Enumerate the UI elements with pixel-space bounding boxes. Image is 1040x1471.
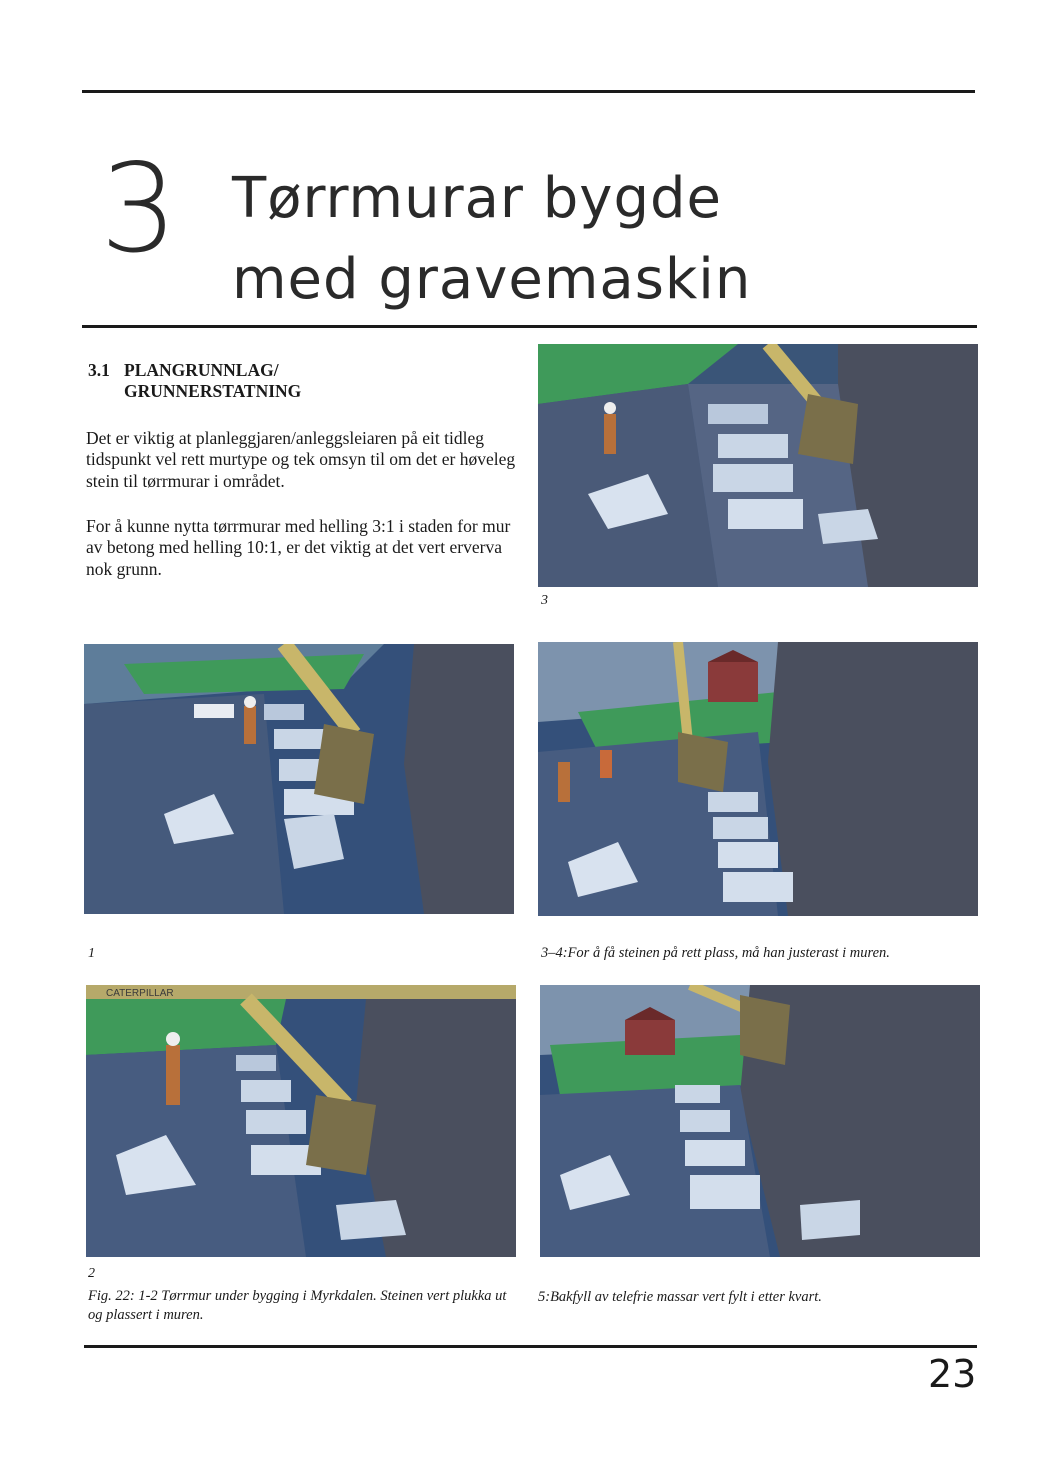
chapter-rule (82, 325, 977, 328)
photo-3-image (538, 344, 978, 587)
caption-fig-5: 5:Bakfyll av telefrie massar vert fylt i etter kvart. (538, 1289, 822, 1305)
page-number: 23 (928, 1352, 977, 1396)
caption-fig-22: Fig. 22: 1-2 Tørrmur under bygging i Myrkdalen. Steinen vert plukka ut og plassert i muren. (88, 1288, 507, 1323)
bottom-rule (84, 1345, 977, 1348)
section-number: 3.1 (88, 360, 110, 380)
chapter-title (232, 158, 751, 320)
paragraph-1: Det er viktig at planleggjaren/anleggsleiaren på eit tidleg tidspunkt vel rett murtype og tek omsyn til om det er høveleg stein til tørrmurar i området. (86, 428, 516, 491)
photo-1 (84, 644, 514, 914)
photo-5-image (540, 985, 980, 1257)
section-title-line2: GRUNNERSTATNING (124, 381, 302, 401)
section-title-line1: PLANGRUNNLAG/ (124, 360, 279, 380)
chapter-title-line2: med gravemaskin (232, 247, 752, 313)
photo-2 (86, 985, 516, 1257)
chapter-number: 3 (100, 138, 178, 280)
photo-3-label: 3 (541, 593, 548, 608)
photo-2-machine-text: CATERPILLAR (106, 988, 174, 999)
photo-1-label: 1 (88, 946, 95, 961)
section-heading (88, 360, 488, 402)
photo-2-label: 2 (88, 1266, 95, 1281)
chapter-title-line1: Tørrmurar bygde (232, 166, 722, 231)
photo-5 (540, 985, 980, 1257)
photo-4-image (538, 642, 978, 916)
photo-1-image (84, 644, 514, 914)
paragraph-2: For å kunne nytta tørrmurar med helling 3:1 i staden for mur av betong med helling 10:1, er det viktig at det vert erverva nok grunn. (86, 516, 511, 579)
top-rule (82, 90, 975, 93)
photo-2-image (86, 985, 516, 1257)
photo-3 (538, 344, 978, 587)
caption-fig-3-4: 3–4:For å få steinen på rett plass, må han justerast i muren. (541, 945, 890, 961)
photo-4 (538, 642, 978, 916)
